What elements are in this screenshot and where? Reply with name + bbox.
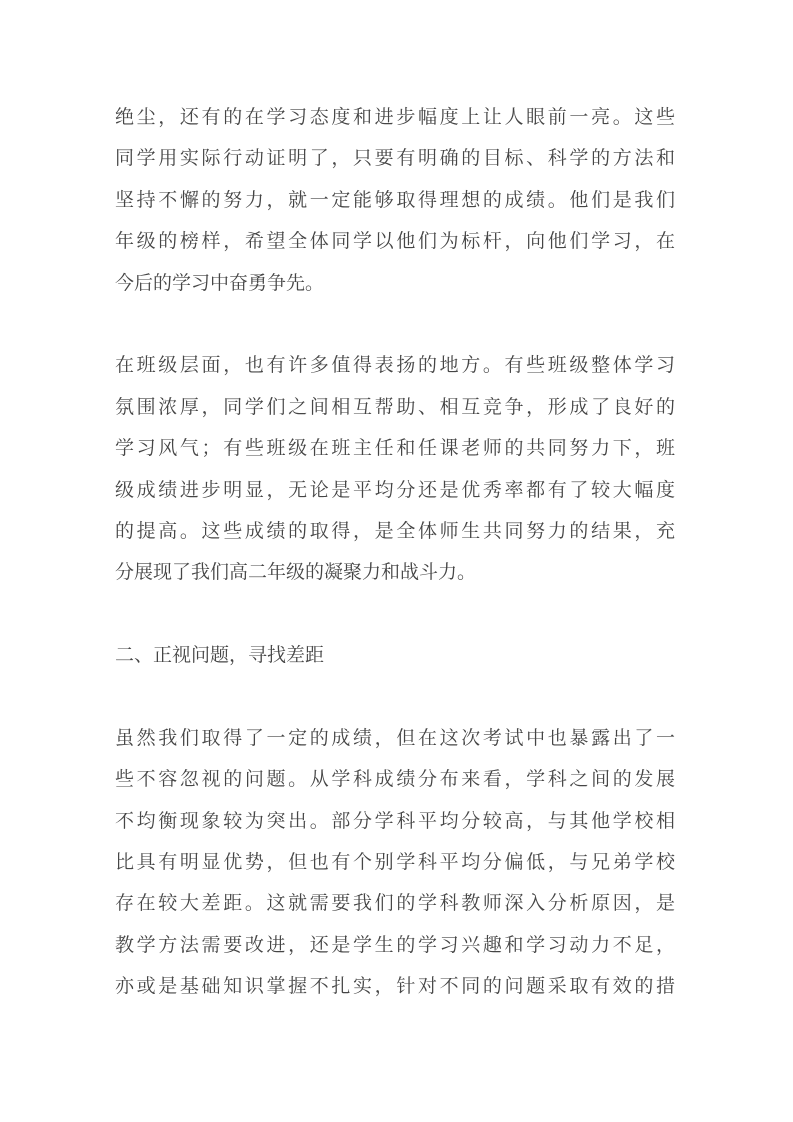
- text-line: 分展现了我们高二年级的凝聚力和战斗力。: [115, 562, 477, 584]
- text-line: 教学方法需要改进，还是学生的学习兴趣和学习动力不足，: [115, 934, 675, 956]
- text-line: 存在较大差距。这就需要我们的学科教师深入分析原因，是: [115, 893, 675, 915]
- text-line: 虽然我们取得了一定的成绩，但在这次考试中也暴露出了一: [115, 727, 675, 749]
- text-line: 同学用实际行动证明了，只要有明确的目标、科学的方法和: [115, 148, 675, 170]
- text-line: 二、正视问题，寻找差距: [115, 645, 325, 667]
- paragraph: [115, 97, 675, 304]
- paragraph: [115, 718, 675, 1008]
- text-line: 今后的学习中奋勇争先。: [115, 272, 325, 294]
- text-line: 比具有明显优势，但也有个别学科平均分偏低，与兄弟学校: [115, 852, 675, 874]
- text-line: 年级的榜样，希望全体同学以他们为标杆，向他们学习，在: [115, 231, 675, 253]
- text-line: 在班级层面，也有许多值得表扬的地方。有些班级整体学习: [115, 355, 675, 377]
- text-line: 级成绩进步明显，无论是平均分还是优秀率都有了较大幅度: [115, 479, 675, 501]
- document-body: [115, 97, 675, 1008]
- text-line: 不均衡现象较为突出。部分学科平均分较高，与其他学校相: [115, 810, 675, 832]
- section-heading: [115, 635, 675, 676]
- text-line: 的提高。这些成绩的取得，是全体师生共同努力的结果，充: [115, 520, 675, 542]
- text-line: 学习风气；有些班级在班主任和任课老师的共同努力下，班: [115, 438, 675, 460]
- text-line: 些不容忽视的问题。从学科成绩分布来看，学科之间的发展: [115, 769, 675, 791]
- text-line: 亦或是基础知识掌握不扎实，针对不同的问题采取有效的措: [115, 976, 675, 998]
- text-line: 坚持不懈的努力，就一定能够取得理想的成绩。他们是我们: [115, 189, 675, 211]
- text-line: 氛围浓厚，同学们之间相互帮助、相互竞争，形成了良好的: [115, 396, 675, 418]
- text-line: 绝尘，还有的在学习态度和进步幅度上让人眼前一亮。这些: [115, 107, 675, 128]
- paragraph: [115, 345, 675, 593]
